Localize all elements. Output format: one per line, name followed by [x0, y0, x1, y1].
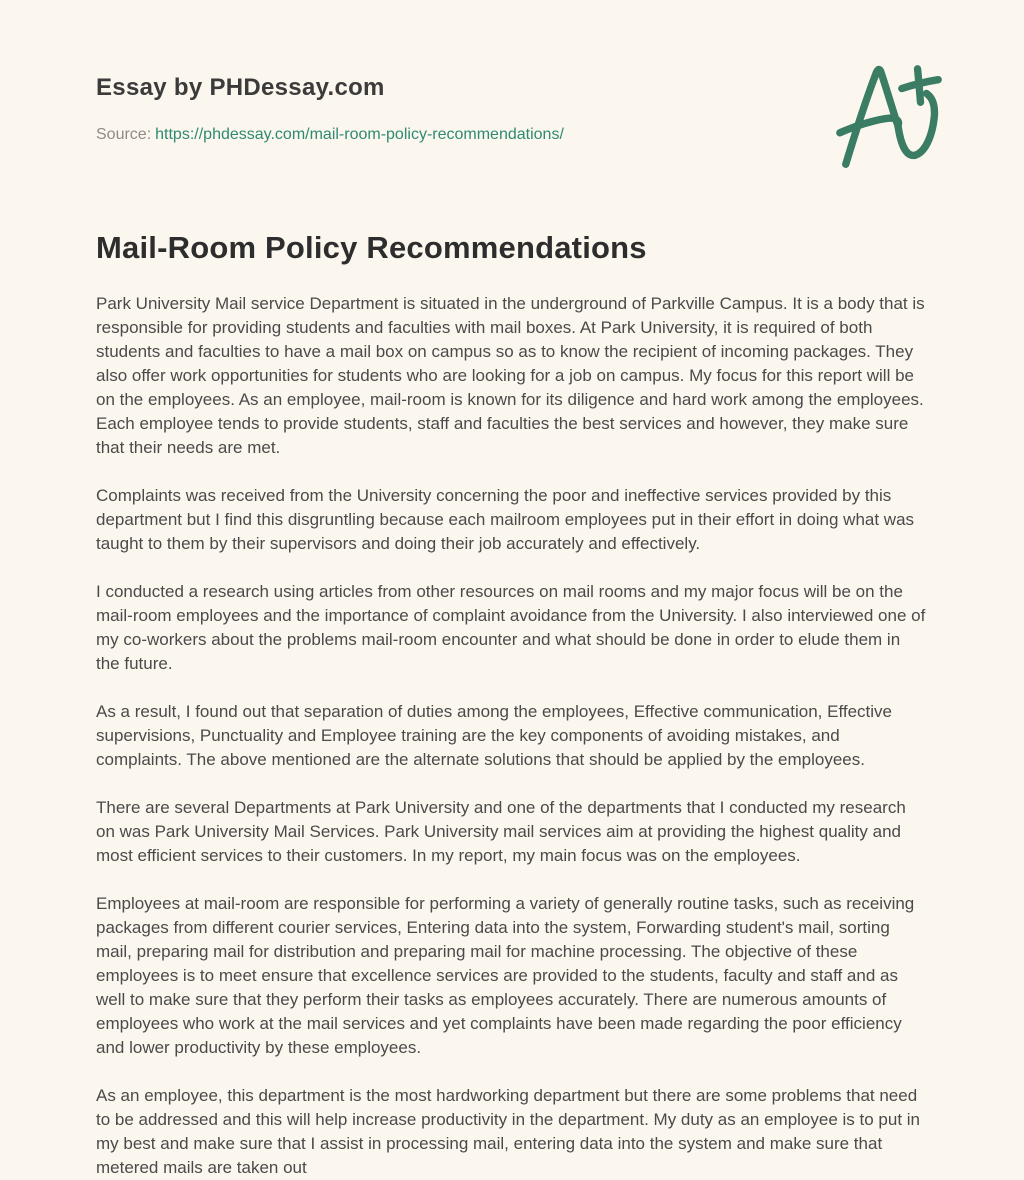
page-header: [96, 74, 928, 144]
source-link[interactable]: https://phdessay.com/mail-room-policy-recommendations/: [155, 126, 564, 143]
essay-paragraph: As an employee, this department is the most hardworking department but there are some problems that need to be addressed and this will help increase productivity in the department. My duty as an employee is to put in my best and make sure that I assist in processing mail, entering data into the system and make sure that metered mails are taken out: [96, 1086, 921, 1177]
site-title: Essay by PHDessay.com: [96, 74, 385, 101]
essay-paragraph: As a result, I found out that separation of duties among the employees, Effective communication, Effective supervisions, Punctuality and Employee training are the key components of avoiding mistakes, and complaints. The above mentioned are the alternate solutions that should be applied by the employees.: [96, 702, 892, 769]
essay-paragraph: There are several Departments at Park University and one of the departments that I conducted my research on was Park University Mail Services. Park University mail services aim at providing the highest quality and most efficient services to their customers. In my report, my main focus was on the employees.: [96, 798, 906, 865]
essay-title: Mail-Room Policy Recommendations: [96, 230, 647, 265]
essay-content: [96, 230, 928, 1180]
source-label: Source:: [96, 126, 152, 143]
essay-body: [96, 292, 928, 1180]
essay-paragraph: Park University Mail service Department is situated in the underground of Parkville Campus. It is a body that is responsible for providing students and faculties with mail boxes. At Park University, it is required of both students and faculties to have a mail box on campus so as to know the recipient of incoming packages. They also offer work opportunities for students who are looking for a job on campus. My focus for this report will be on the employees. As an employee, mail-room is known for its diligence and hard work among the employees. Each employee tends to provide students, staff and faculties the best services and however, they make sure that their needs are met.: [96, 294, 925, 457]
essay-paragraph: Complaints was received from the University concerning the poor and ineffective services provided by this department but I find this disgruntling because each mailroom employees put in their effort in doing what was taught to them by their supervisors and doing their job accurately and effectively.: [96, 486, 915, 553]
essay-paragraph: Employees at mail-room are responsible for performing a variety of generally routine tasks, such as receiving packages from different courier services, Entering data into the system, Forwarding student's mail, sorting mail, preparing mail for distribution and preparing mail for machine processing. The objective of these employees is to meet ensure that excellence services are provided to the students, faculty and staff and as well to make sure that they perform their tasks as employees accurately. There are numerous amounts of employees who work at the mail services and yet complaints have been made regarding the poor efficiency and lower productivity by these employees.: [96, 894, 915, 1057]
source-line: [96, 126, 928, 144]
a-plus-logo-icon: [830, 60, 952, 180]
essay-paragraph: I conducted a research using articles from other resources on mail rooms and my major focus will be on the mail-room employees and the importance of complaint avoidance from the University. I also interviewed one of my co-workers about the problems mail-room encounter and what should be done in order to elude them in the future.: [96, 582, 926, 673]
